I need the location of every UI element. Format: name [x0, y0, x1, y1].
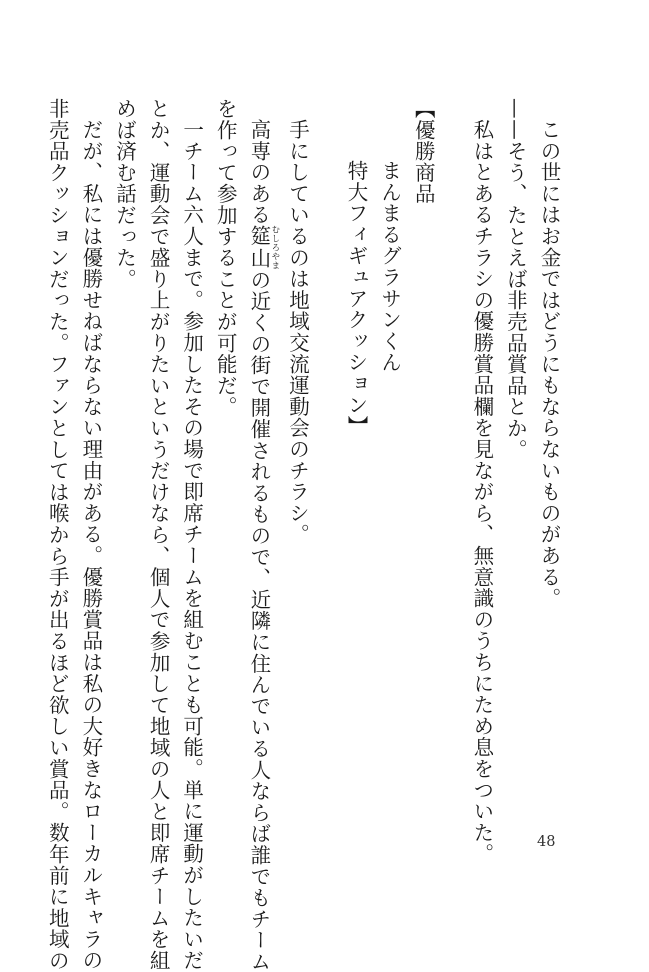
- text-line: 一チーム六人まで。参加したその場で即席チームを組むことも可能。単に運動がしたいだ: [179, 118, 204, 971]
- text-line: を作って参加することが可能だ。: [213, 98, 238, 418]
- prize-heading: 【優勝商品: [411, 98, 436, 205]
- ruby-base: 筵山: [246, 224, 271, 270]
- text-line: この世にはお金ではどうにもならないものがある。: [537, 118, 561, 609]
- text-line-with-ruby: [241, 98, 280, 972]
- text-line: とか、運動会で盛り上がりたいというだけなら、個人で参加して地域の人と即席チームを組: [146, 98, 171, 972]
- ruby-annotation: [246, 224, 280, 270]
- prize-line: まんまるグラサンくん: [377, 160, 402, 373]
- page-number: 48: [537, 834, 556, 850]
- text-segment: 高専のある: [246, 118, 271, 225]
- text-line: 私はとあるチラシの優勝賞品欄を見ながら、無意識のうちにため息をついた。: [469, 118, 494, 864]
- text-line: ——そう、たとえば非売品賞品とか。: [503, 98, 528, 461]
- blank-line: [313, 98, 338, 778]
- text-line: 非売品クッションだった。ファンとしては喉から手が出るほど欲しい賞品。数年前に地域の: [45, 98, 70, 972]
- text-segment: の近くの街で開催されるもので、近隣に住んでいる人ならば誰でもチーム: [246, 268, 271, 972]
- text-line: だが、私には優勝せねばならない理由がある。優勝賞品は私の大好きなローカルキャラの: [78, 118, 103, 971]
- text-line: 手にしているのは地域交流運動会のチラシ。: [285, 118, 310, 545]
- text-line: めば済む話だった。: [112, 98, 137, 290]
- blank-line: [439, 98, 464, 778]
- ruby-reading: むしろやま: [269, 224, 280, 270]
- prize-line: 特大フィギュアクッション】: [344, 160, 369, 437]
